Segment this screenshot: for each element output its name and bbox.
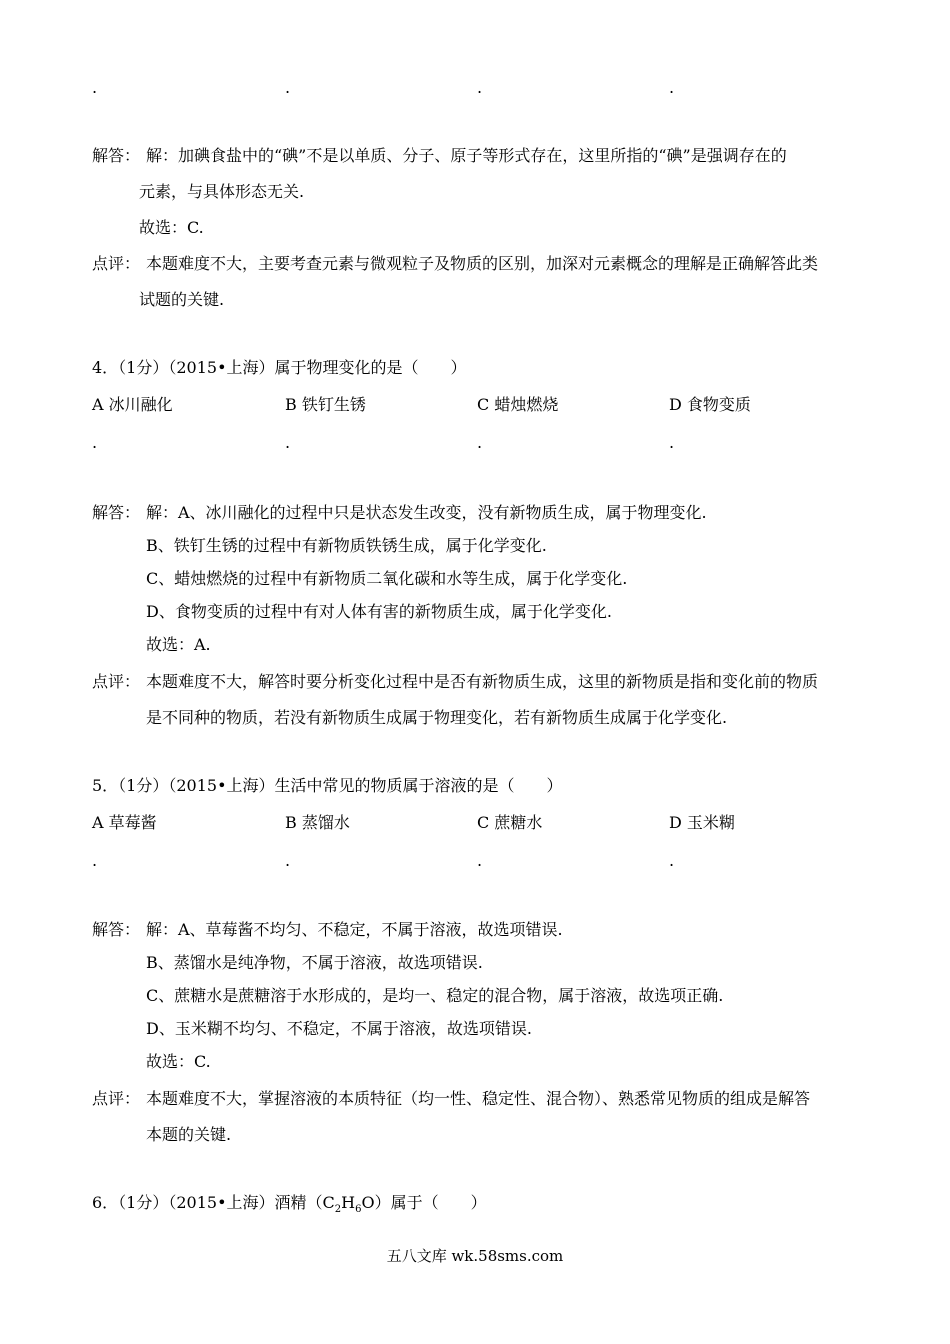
option-dot: . (285, 433, 291, 452)
option-dot: . (285, 78, 291, 97)
question-stem: 5．（1分）（2015•上海）生活中常见的物质属于溶液的是（ ） (92, 776, 563, 795)
answer-line: B、蒸馏水是纯净物，不属于溶液，故选项错误. (146, 953, 483, 972)
comment-line: 本题的关键. (146, 1125, 232, 1144)
comment-line: 本题难度不大，主要考查元素与微观粒子及物质的区别，加深对元素概念的理解是正确解答此类 (146, 254, 819, 273)
answer-line: 故选：C. (139, 218, 204, 237)
option-dot: . (669, 433, 675, 452)
comment-label: 点评： (92, 672, 141, 691)
answer-label: 解答： (92, 503, 141, 522)
subscript: 6 (355, 1204, 362, 1216)
option-dot: . (92, 851, 98, 870)
option-d: D 玉米糊 (669, 813, 735, 832)
answer-line: 解：加碘食盐中的“碘”不是以单质、分子、原子等形式存在，这里所指的“碘”是强调存在的 (146, 146, 787, 165)
answer-line: 故选：C. (146, 1052, 211, 1071)
comment-label: 点评： (92, 1089, 141, 1108)
answer-line: 故选：A. (146, 635, 211, 654)
option-dot: . (669, 78, 675, 97)
stem-prefix: 6．（1分）（2015•上海）酒精（C (92, 1193, 335, 1212)
option-b: B 蒸馏水 (285, 813, 350, 832)
comment-line: 是不同种的物质，若没有新物质生成属于物理变化，若有新物质生成属于化学变化. (146, 708, 728, 727)
answer-line: C、蜡烛燃烧的过程中有新物质二氧化碳和水等生成，属于化学变化. (146, 569, 628, 588)
answer-label: 解答： (92, 146, 141, 165)
answer-line: 元素，与具体形态无关. (139, 182, 305, 201)
answer-line: 解：A、草莓酱不均匀、不稳定，不属于溶液，故选项错误. (146, 920, 563, 939)
answer-line: D、玉米糊不均匀、不稳定，不属于溶液，故选项错误. (146, 1019, 532, 1038)
comment-line: 本题难度不大，掌握溶液的本质特征（均一性、稳定性、混合物）、熟悉常见物质的组成是解答 (146, 1089, 811, 1108)
comment-label: 点评： (92, 254, 141, 273)
option-c: C 蔗糖水 (477, 813, 543, 832)
option-a: A 草莓酱 (92, 813, 157, 832)
option-b: B 铁钉生锈 (285, 395, 366, 414)
option-a: A 冰川融化 (92, 395, 173, 414)
stem-suffix: O）属于（ ） (361, 1193, 487, 1212)
footer-watermark: 五八文库 wk.58sms.com (386, 1247, 564, 1265)
question-stem (92, 1193, 487, 1220)
comment-line: 本题难度不大，解答时要分析变化过程中是否有新物质生成，这里的新物质是指和变化前的物质 (146, 672, 819, 691)
option-dot: . (669, 851, 675, 870)
option-dot: . (92, 78, 98, 97)
option-dot: . (477, 433, 483, 452)
answer-line: 解：A、冰川融化的过程中只是状态发生改变，没有新物质生成，属于物理变化. (146, 503, 707, 522)
option-dot: . (477, 851, 483, 870)
stem-mid: H (341, 1193, 356, 1212)
question-stem: 4．（1分）（2015•上海）属于物理变化的是（ ） (92, 358, 467, 377)
answer-line: D、食物变质的过程中有对人体有害的新物质生成，属于化学变化. (146, 602, 612, 621)
answer-line: C、蔗糖水是蔗糖溶于水形成的，是均一、稳定的混合物，属于溶液，故选项正确. (146, 986, 724, 1005)
option-c: C 蜡烛燃烧 (477, 395, 559, 414)
option-dot: . (477, 78, 483, 97)
option-dot: . (285, 851, 291, 870)
subscript: 2 (334, 1204, 342, 1216)
answer-label: 解答： (92, 920, 141, 939)
option-d: D 食物变质 (669, 395, 751, 414)
comment-line: 试题的关键. (139, 290, 225, 309)
answer-line: B、铁钉生锈的过程中有新物质铁锈生成，属于化学变化. (146, 536, 547, 555)
option-dot: . (92, 433, 98, 452)
